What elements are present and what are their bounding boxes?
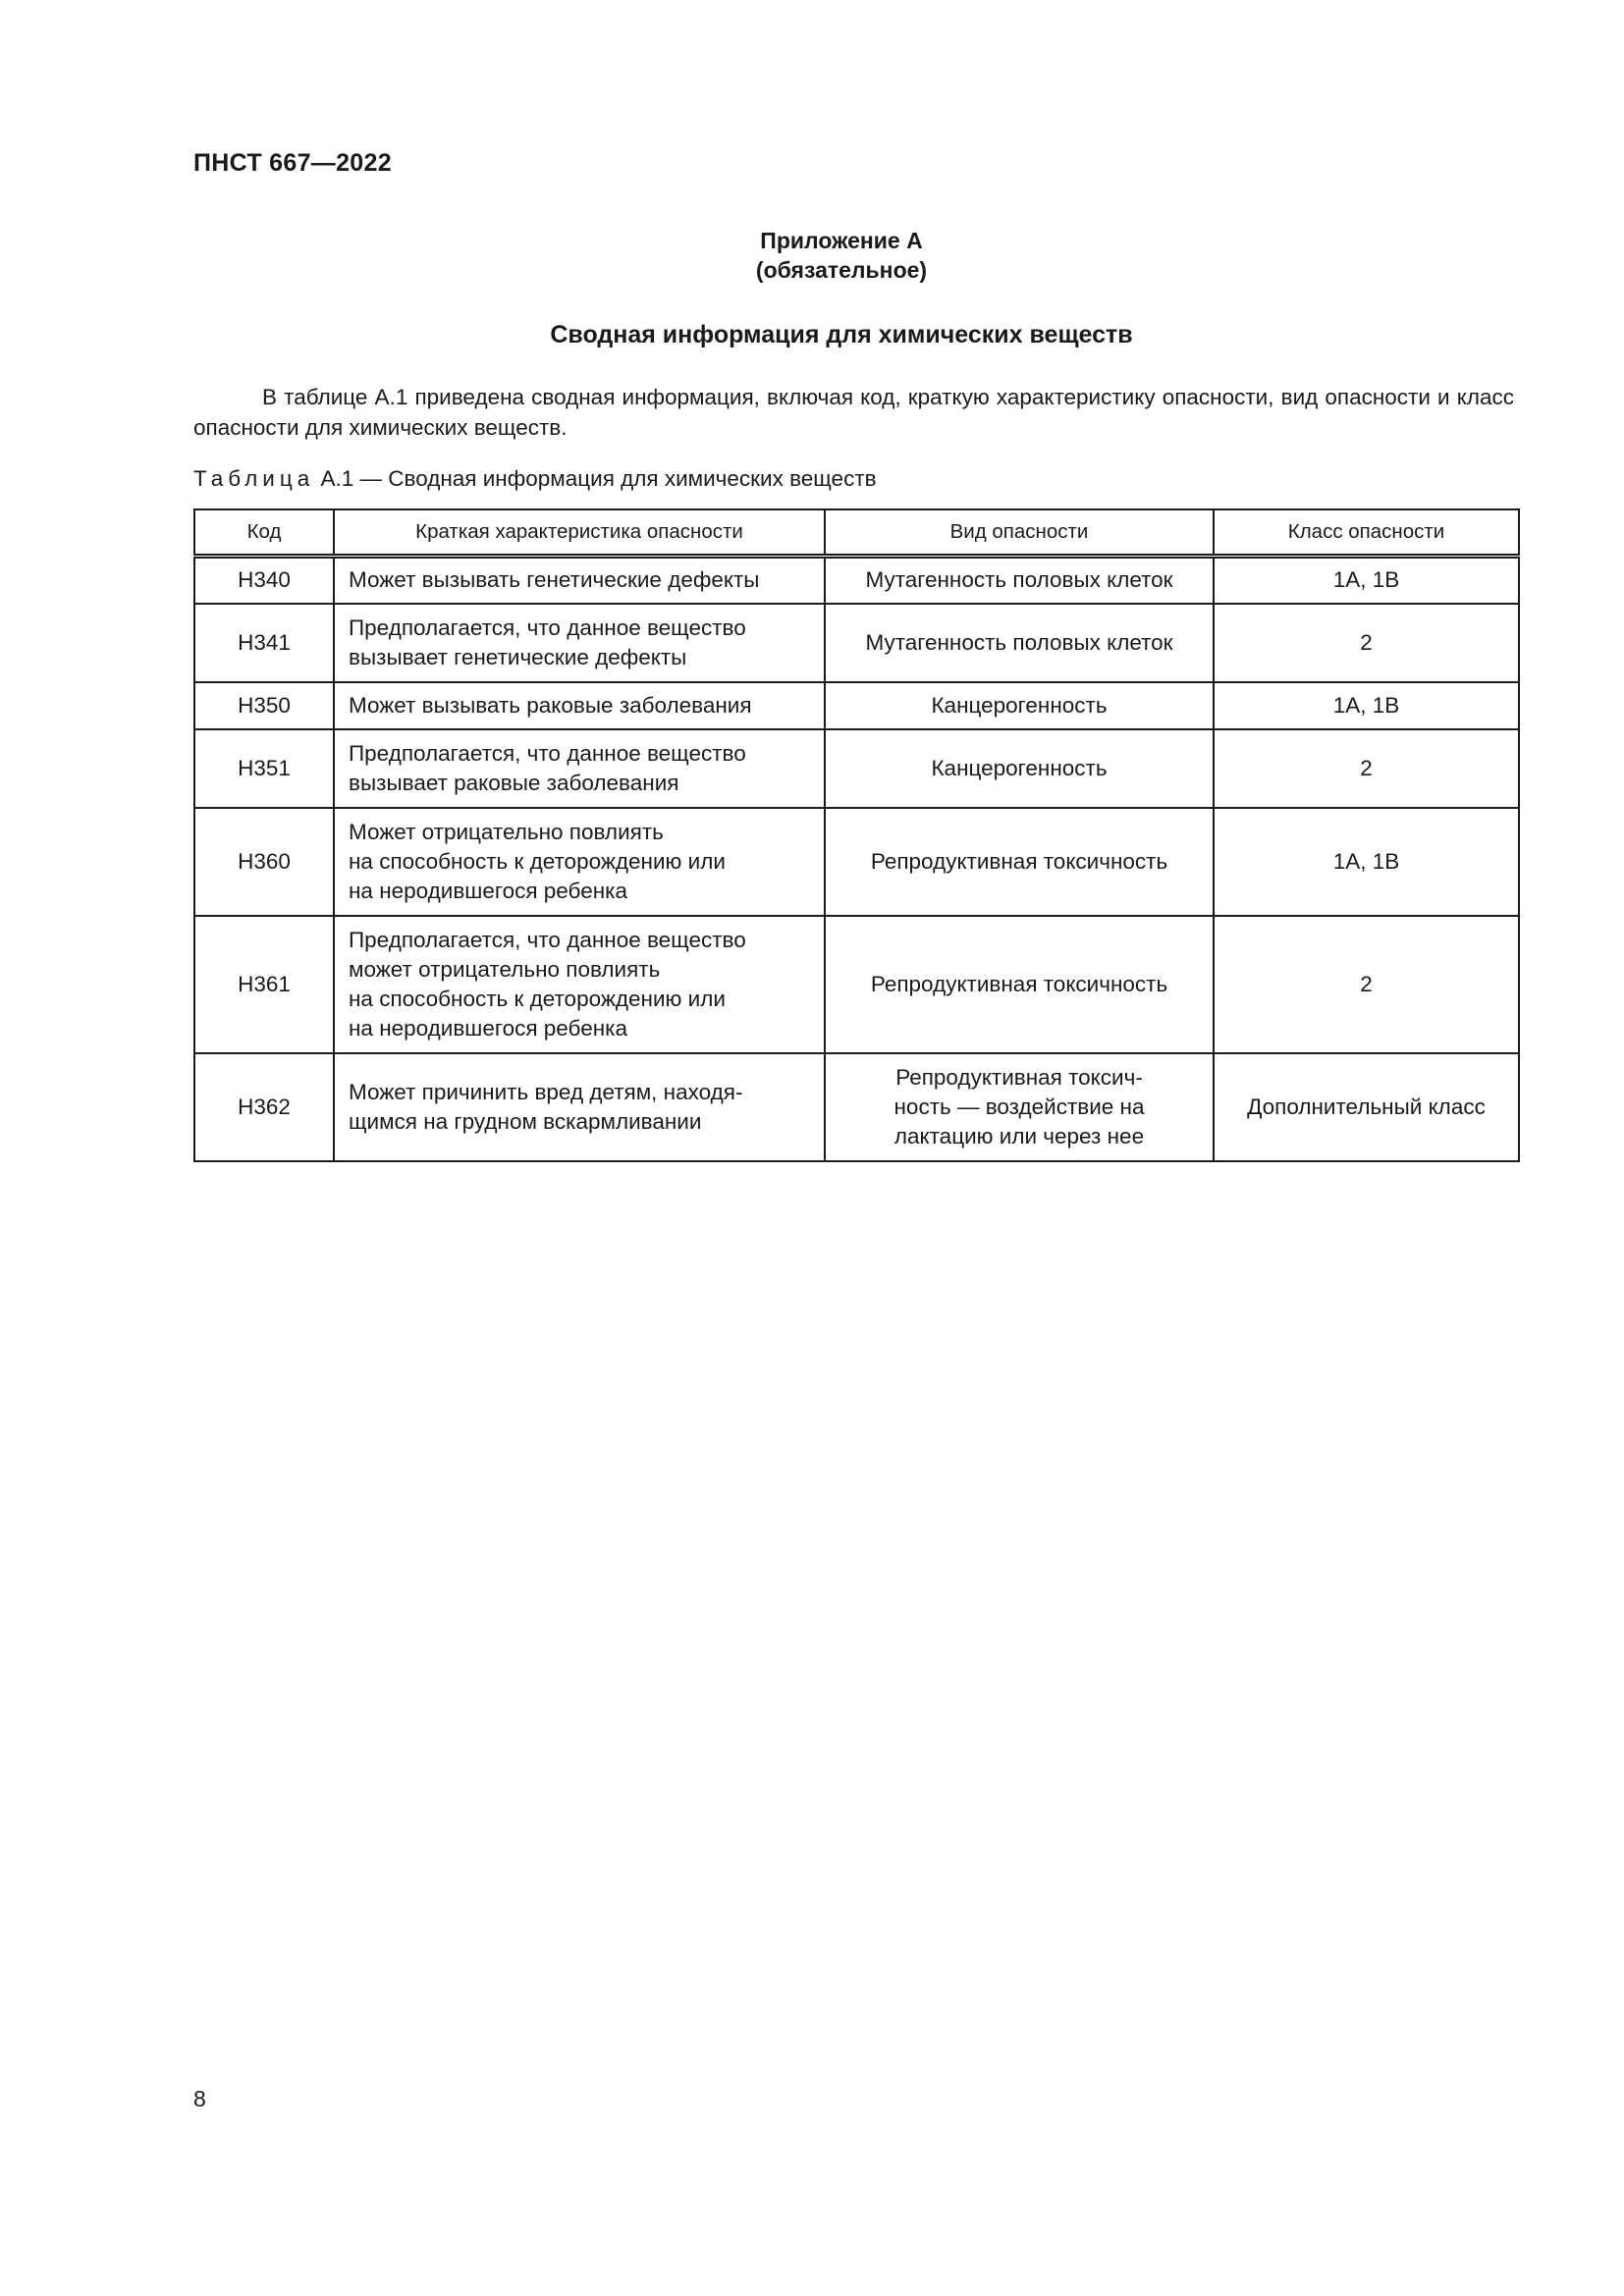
cell-description (334, 557, 825, 604)
cell-class: 2 (1214, 916, 1519, 1053)
cell-description (334, 604, 825, 682)
description-line: вызывает генетические дефекты (349, 644, 687, 669)
type-line: Канцерогенность (931, 692, 1108, 718)
appendix-title: Приложение А (760, 228, 923, 253)
cell-type (825, 557, 1214, 604)
type-line: Мутагенность половых клеток (865, 567, 1173, 593)
table-caption-label: Таблица (193, 466, 315, 491)
table-body (194, 557, 1519, 1161)
cell-class: 1А, 1В (1214, 557, 1519, 604)
cell-class: 2 (1214, 729, 1519, 808)
header-code: Код (194, 509, 334, 557)
table-row (194, 1053, 1519, 1161)
cell-description (334, 729, 825, 808)
header-class: Класс опасности (1214, 509, 1519, 557)
description-line: Предполагается, что данное вещество (349, 740, 746, 766)
cell-description (334, 916, 825, 1053)
type-line: Канцерогенность (931, 755, 1108, 780)
description-line: Предполагается, что данное вещество (349, 927, 746, 952)
appendix-status: (обязательное) (755, 257, 928, 283)
cell-code: Н351 (194, 729, 334, 808)
cell-code: Н362 (194, 1053, 334, 1161)
header-type: Вид опасности (825, 509, 1214, 557)
cell-type (825, 916, 1214, 1053)
cell-code: Н360 (194, 808, 334, 916)
cell-description (334, 682, 825, 729)
table-row (194, 729, 1519, 808)
cell-class: Дополнительный класс (1214, 1053, 1519, 1161)
table-caption (193, 466, 877, 492)
description-line: на неродившегося ребенка (349, 1015, 627, 1041)
cell-description (334, 808, 825, 916)
cell-type (825, 729, 1214, 808)
table-caption-text: А.1 — Сводная информация для химических веществ (314, 466, 877, 491)
description-line: Может отрицательно повлиять (349, 819, 664, 844)
type-line: Мутагенность половых клеток (865, 629, 1173, 655)
type-line: Репродуктивная токсичность (870, 971, 1168, 996)
document-code: ПНСТ 667—2022 (193, 149, 392, 177)
table-row (194, 682, 1519, 729)
table-row (194, 916, 1519, 1053)
cell-code: Н341 (194, 604, 334, 682)
table-header-row (194, 509, 1519, 557)
cell-code: Н340 (194, 557, 334, 604)
cell-class: 2 (1214, 604, 1519, 682)
description-line: Может вызывать раковые заболевания (349, 692, 752, 718)
type-line: Репродуктивная токсич- (895, 1064, 1143, 1090)
section-title: Сводная информация для химических веществ (550, 321, 1133, 348)
type-line: лактацию или через нее (893, 1123, 1145, 1148)
cell-class: 1А, 1В (1214, 808, 1519, 916)
description-line: на способность к деторождению или (349, 848, 726, 874)
description-line: на способность к деторождению или (349, 986, 726, 1011)
page-number: 8 (193, 2086, 206, 2111)
description-line: Может причинить вред детям, находя- (349, 1079, 743, 1104)
cell-type (825, 604, 1214, 682)
description-line: вызывает раковые заболевания (349, 770, 679, 795)
table-row (194, 604, 1519, 682)
cell-type (825, 808, 1214, 916)
table-row (194, 557, 1519, 604)
cell-type (825, 1053, 1214, 1161)
hazard-table (193, 508, 1520, 1162)
cell-type (825, 682, 1214, 729)
description-line: на неродившегося ребенка (349, 878, 627, 903)
type-line: Репродуктивная токсичность (870, 848, 1168, 874)
cell-code: Н361 (194, 916, 334, 1053)
description-line: может отрицательно повлиять (349, 956, 661, 982)
description-line: щимся на грудном вскармливании (349, 1108, 702, 1134)
table-row (194, 808, 1519, 916)
header-description: Краткая характеристика опасности (334, 509, 825, 557)
cell-description (334, 1053, 825, 1161)
intro-paragraph: В таблице А.1 приведена сводная информация, включая код, краткую характеристику опасности, вид опасности и класс опасности для химических веществ. (193, 385, 1514, 440)
type-line: ность — воздействие на (893, 1094, 1145, 1119)
description-line: Предполагается, что данное вещество (349, 614, 746, 640)
cell-class: 1А, 1В (1214, 682, 1519, 729)
description-line: Может вызывать генетические дефекты (349, 567, 760, 593)
cell-code: Н350 (194, 682, 334, 729)
